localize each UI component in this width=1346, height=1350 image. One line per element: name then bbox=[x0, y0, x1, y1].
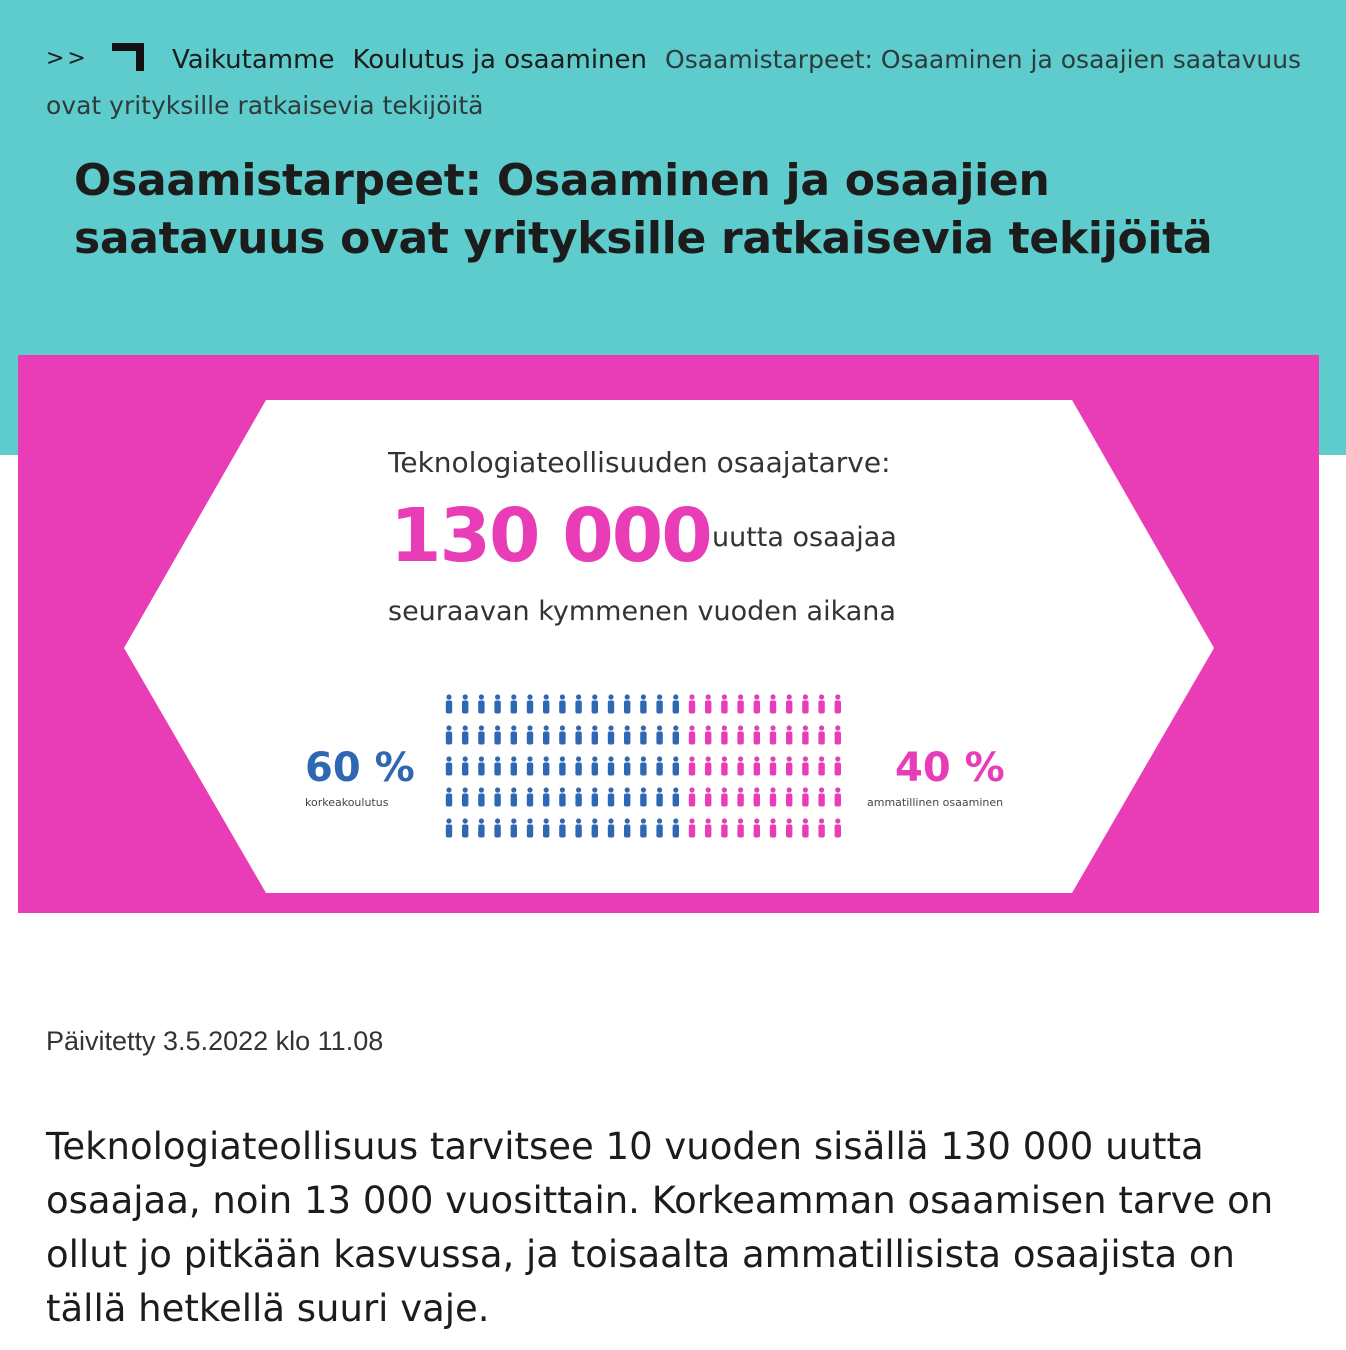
person-icon bbox=[689, 694, 695, 713]
person-icon bbox=[527, 818, 533, 837]
person-icon bbox=[737, 694, 743, 713]
person-icon bbox=[721, 818, 727, 837]
person-icon bbox=[559, 725, 565, 744]
person-icon bbox=[640, 756, 646, 775]
person-icon bbox=[770, 787, 776, 806]
breadcrumb-link-koulutus[interactable]: Koulutus ja osaaminen bbox=[352, 45, 648, 75]
person-icon bbox=[721, 694, 727, 713]
person-icon bbox=[770, 818, 776, 837]
person-icon bbox=[608, 787, 614, 806]
person-icon bbox=[494, 787, 500, 806]
person-icon bbox=[802, 787, 808, 806]
person-icon bbox=[802, 725, 808, 744]
person-icon bbox=[624, 818, 630, 837]
breadcrumb-current: Osaamistarpeet: Osaaminen ja osaajien saatavuus ovat yrityksille ratkaisevia tekijöitä bbox=[46, 45, 1302, 120]
person-icon bbox=[608, 694, 614, 713]
person-icon bbox=[559, 787, 565, 806]
person-icon bbox=[575, 725, 581, 744]
person-icon bbox=[543, 787, 549, 806]
person-icon bbox=[689, 818, 695, 837]
person-icon bbox=[494, 756, 500, 775]
person-icon bbox=[608, 818, 614, 837]
person-icon bbox=[575, 787, 581, 806]
person-icon bbox=[673, 694, 679, 713]
person-icon bbox=[656, 818, 662, 837]
breadcrumb-link-vaikutamme[interactable]: Vaikutamme bbox=[172, 45, 335, 75]
person-icon bbox=[818, 787, 824, 806]
updated-timestamp: Päivitetty 3.5.2022 klo 11.08 bbox=[46, 1026, 384, 1056]
lead-paragraph: Teknologiateollisuus tarvitsee 10 vuoden sisällä 130 000 uutta osaajaa, noin 13 000 vuosittain. Korkeamman osaamisen tarve on ollut jo pitkään kasvussa, ja toisaalta ammatillisista osaajista on tällä hetkellä suuri vaje. bbox=[46, 1125, 1274, 1330]
person-icon bbox=[608, 725, 614, 744]
person-icon bbox=[543, 756, 549, 775]
page-title: Osaamistarpeet: Osaaminen ja osaajien saatavuus ovat yrityksille ratkaisevia tekijöitä bbox=[74, 155, 1213, 264]
person-icon bbox=[689, 756, 695, 775]
person-icon bbox=[770, 756, 776, 775]
breadcrumb bbox=[46, 36, 1306, 129]
person-icon bbox=[737, 787, 743, 806]
person-icon bbox=[511, 756, 517, 775]
person-icon bbox=[462, 756, 468, 775]
person-icon bbox=[770, 694, 776, 713]
person-icon bbox=[446, 756, 452, 775]
person-icon bbox=[592, 725, 598, 744]
person-icon bbox=[818, 725, 824, 744]
person-icon bbox=[721, 756, 727, 775]
person-icon bbox=[786, 694, 792, 713]
person-icon bbox=[543, 818, 549, 837]
person-icon bbox=[543, 694, 549, 713]
person-icon bbox=[478, 725, 484, 744]
person-icon bbox=[511, 694, 517, 713]
person-icon bbox=[640, 694, 646, 713]
person-icon bbox=[559, 756, 565, 775]
person-icon bbox=[446, 787, 452, 806]
person-icon bbox=[802, 756, 808, 775]
person-icon bbox=[673, 725, 679, 744]
person-icon bbox=[478, 756, 484, 775]
person-icon bbox=[802, 694, 808, 713]
person-icon bbox=[527, 787, 533, 806]
person-icon bbox=[818, 818, 824, 837]
person-icon bbox=[835, 756, 841, 775]
person-icon bbox=[656, 756, 662, 775]
person-icon bbox=[835, 725, 841, 744]
infographic-banner bbox=[18, 355, 1319, 913]
person-icon bbox=[478, 818, 484, 837]
person-icon bbox=[624, 787, 630, 806]
person-icon bbox=[754, 818, 760, 837]
person-icon bbox=[786, 756, 792, 775]
person-icon bbox=[673, 818, 679, 837]
left-percent: 60 % bbox=[305, 745, 415, 791]
right-label: ammatillinen osaaminen bbox=[867, 796, 1004, 809]
person-icon bbox=[721, 787, 727, 806]
person-icon bbox=[511, 725, 517, 744]
person-icon bbox=[527, 725, 533, 744]
person-icon bbox=[640, 787, 646, 806]
person-icon bbox=[575, 818, 581, 837]
person-icon bbox=[543, 725, 549, 744]
person-icon bbox=[592, 694, 598, 713]
person-icon bbox=[737, 725, 743, 744]
person-icon bbox=[494, 725, 500, 744]
person-icon bbox=[446, 694, 452, 713]
person-icon bbox=[835, 694, 841, 713]
infographic-big-number: 130 000 bbox=[390, 493, 711, 579]
person-icon bbox=[835, 787, 841, 806]
person-icon bbox=[575, 694, 581, 713]
person-icon bbox=[802, 818, 808, 837]
person-icon bbox=[446, 818, 452, 837]
person-icon bbox=[754, 694, 760, 713]
person-icon bbox=[592, 818, 598, 837]
person-icon bbox=[705, 725, 711, 744]
person-icon bbox=[592, 756, 598, 775]
person-icon bbox=[511, 818, 517, 837]
person-icon bbox=[818, 756, 824, 775]
person-icon bbox=[527, 694, 533, 713]
person-icon bbox=[494, 694, 500, 713]
person-icon bbox=[835, 818, 841, 837]
person-icon bbox=[754, 725, 760, 744]
infographic-heading: Teknologiateollisuuden osaajatarve: bbox=[388, 446, 891, 479]
person-icon bbox=[770, 725, 776, 744]
person-icon bbox=[559, 694, 565, 713]
person-icon bbox=[786, 787, 792, 806]
infographic-svg bbox=[18, 355, 1319, 913]
double-chevron-icon[interactable]: >> bbox=[46, 46, 89, 71]
person-icon bbox=[737, 818, 743, 837]
person-icon bbox=[754, 787, 760, 806]
person-icon bbox=[494, 818, 500, 837]
right-percent: 40 % bbox=[895, 745, 1005, 791]
person-icon bbox=[640, 725, 646, 744]
person-icon bbox=[462, 725, 468, 744]
person-icon bbox=[689, 787, 695, 806]
person-icon bbox=[786, 725, 792, 744]
person-icon bbox=[575, 756, 581, 775]
infographic-subheading: seuraavan kymmenen vuoden aikana bbox=[388, 596, 896, 627]
person-icon bbox=[705, 787, 711, 806]
person-icon bbox=[478, 787, 484, 806]
person-icon bbox=[462, 818, 468, 837]
person-icon bbox=[608, 756, 614, 775]
person-icon bbox=[673, 756, 679, 775]
infographic-big-number-suffix: uutta osaajaa bbox=[712, 522, 897, 553]
person-icon bbox=[624, 694, 630, 713]
person-icon bbox=[462, 787, 468, 806]
person-icon bbox=[640, 818, 646, 837]
person-icon bbox=[705, 694, 711, 713]
person-icon bbox=[673, 787, 679, 806]
person-icon bbox=[592, 787, 598, 806]
logo-mark-icon[interactable] bbox=[112, 41, 144, 69]
person-icon bbox=[462, 694, 468, 713]
person-icon bbox=[624, 725, 630, 744]
person-icon bbox=[656, 787, 662, 806]
person-icon bbox=[705, 756, 711, 775]
person-icon bbox=[737, 756, 743, 775]
person-icon bbox=[478, 694, 484, 713]
person-icon bbox=[786, 818, 792, 837]
person-icon bbox=[527, 756, 533, 775]
person-icon bbox=[656, 694, 662, 713]
person-icon bbox=[656, 725, 662, 744]
person-icon bbox=[721, 725, 727, 744]
left-label: korkeakoulutus bbox=[305, 796, 389, 809]
person-icon bbox=[754, 756, 760, 775]
person-icon bbox=[818, 694, 824, 713]
person-icon bbox=[624, 756, 630, 775]
person-icon bbox=[446, 725, 452, 744]
person-icon bbox=[559, 818, 565, 837]
person-icon bbox=[511, 787, 517, 806]
person-icon bbox=[705, 818, 711, 837]
person-icon bbox=[689, 725, 695, 744]
